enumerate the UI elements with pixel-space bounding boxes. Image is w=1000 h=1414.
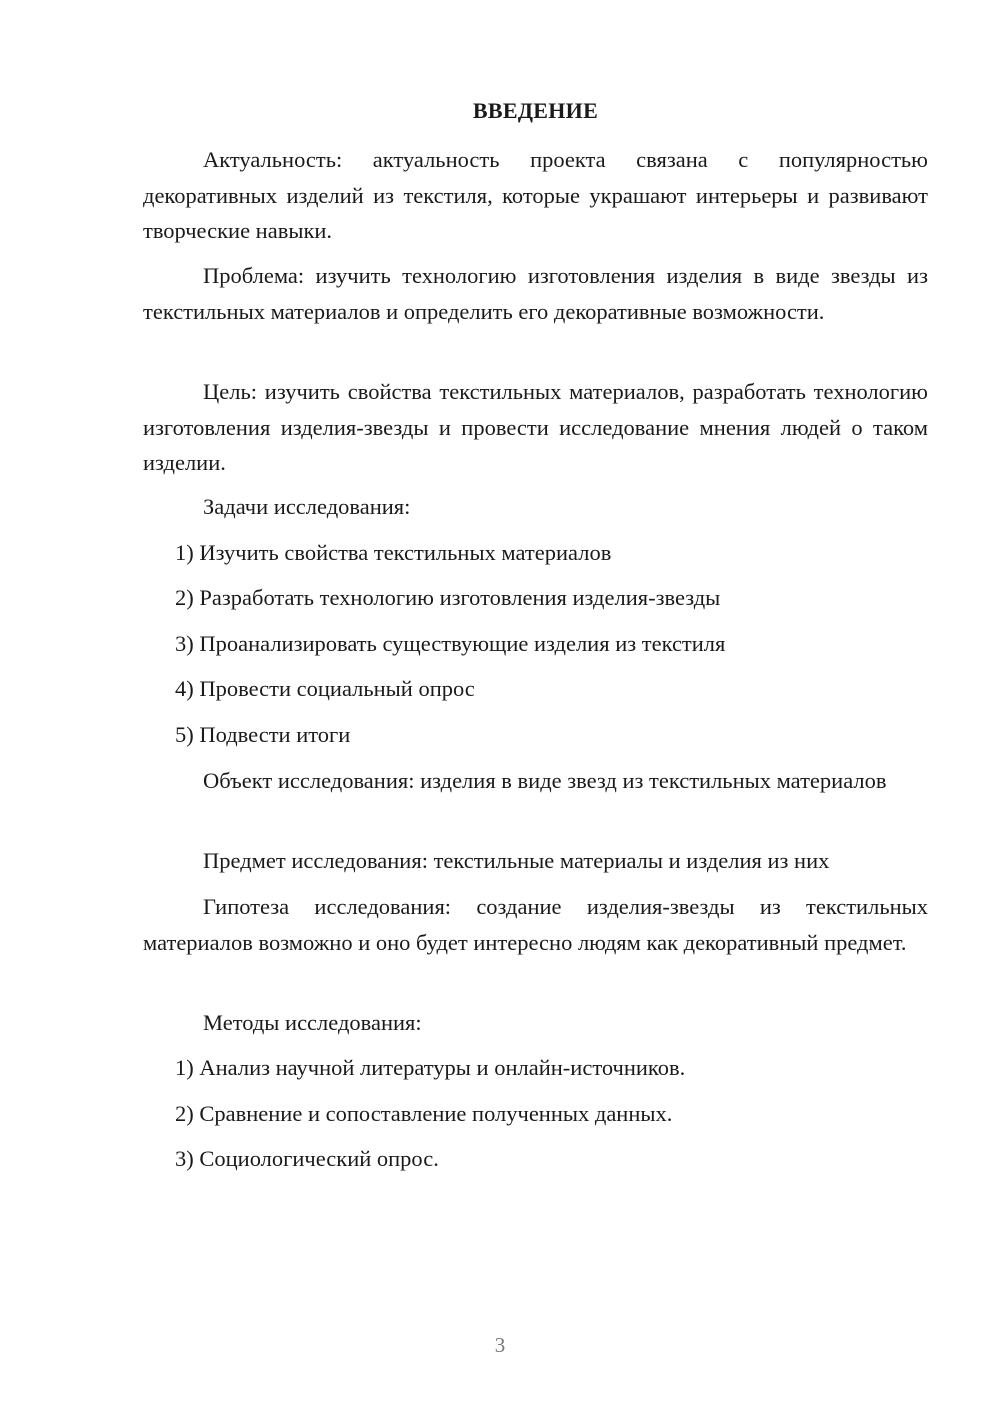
task-item-3: 3) Проанализировать существующие изделия из текстиля — [175, 631, 726, 656]
paragraph-subject: Предмет исследования: текстильные материалы и изделия из них — [203, 848, 830, 873]
task-item-2: 2) Разработать технологию изготовления изделия-звезды — [175, 585, 721, 610]
tasks-heading: Задачи исследования: — [203, 494, 411, 519]
paragraph-hypothesis: Гипотеза исследования: создание изделия-звезды из текстильных материалов возможно и оно будет интересно людям как декоративный предмет. — [143, 894, 928, 955]
task-item-5: 5) Подвести итоги — [175, 722, 351, 747]
paragraph-goal: Цель: изучить свойства текстильных материалов, разработать технологию изготовления изделия-звезды и провести исследование мнения людей о таком изделии. — [143, 379, 928, 475]
task-item-4: 4) Провести социальный опрос — [175, 676, 475, 701]
paragraph-relevance: Актуальность: актуальность проекта связана с популярностью декоративных изделий из текстиля, которые украшают интерьеры и развивают творческие навыки. — [143, 147, 928, 243]
task-item-1: 1) Изучить свойства текстильных материалов — [175, 540, 612, 565]
methods-heading: Методы исследования: — [203, 1010, 422, 1035]
paragraph-object: Объект исследования: изделия в виде звезд из текстильных материалов — [203, 768, 887, 793]
method-item-3: 3) Социологический опрос. — [175, 1146, 439, 1171]
paragraph-problem: Проблема: изучить технологию изготовления изделия в виде звезды из текстильных материалов и определить его декоративные возможности. — [143, 263, 928, 324]
method-item-1: 1) Анализ научной литературы и онлайн-источников. — [175, 1055, 686, 1080]
method-item-2: 2) Сравнение и сопоставление полученных данных. — [175, 1101, 673, 1126]
page-number: 3 — [494, 1333, 506, 1357]
page-title: ВВЕДЕНИЕ — [472, 98, 599, 123]
